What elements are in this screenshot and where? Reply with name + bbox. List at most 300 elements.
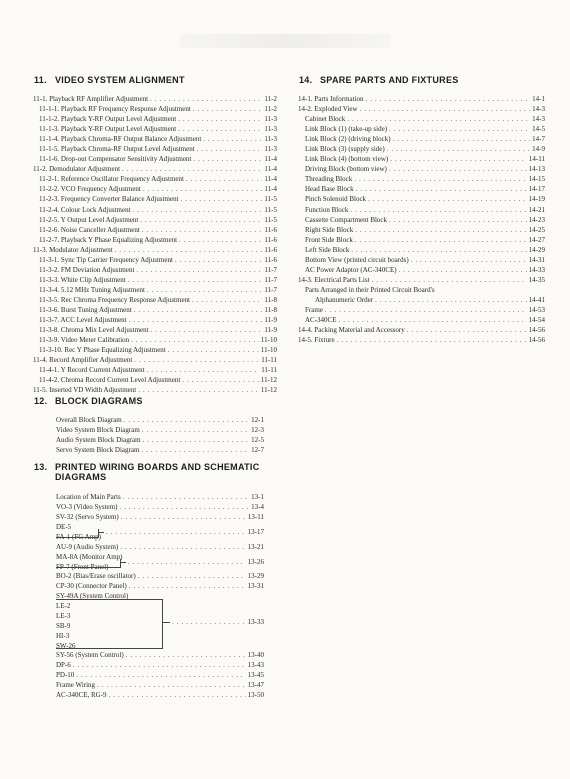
list-item (298, 215, 545, 225)
list-item (33, 194, 277, 204)
list-item (33, 235, 277, 245)
item-label: 11-3-8. Chroma Mix Level Adjustment (39, 326, 149, 335)
page-number: 14-11 (528, 155, 545, 164)
page-number: 13-45 (247, 671, 264, 680)
list-item (298, 295, 545, 305)
dot-leader (140, 215, 262, 225)
item-label: Video System Block Diagram (56, 426, 140, 435)
list-item: FA-1 (FG Amp) (56, 533, 101, 542)
page-number: 14-56 (528, 336, 545, 345)
dot-leader (339, 315, 527, 325)
list-item (298, 315, 545, 325)
dot-leader (372, 275, 527, 285)
page-number: 14-33 (528, 265, 545, 274)
page-number: 11-7 (264, 285, 277, 294)
bracket-sy49a-tick (162, 622, 170, 623)
section-title: SPARE PARTS AND FIXTURES (320, 75, 459, 85)
page-number: 11-6 (264, 255, 277, 264)
page-number: 11-4 (264, 175, 277, 184)
list-item (56, 435, 264, 445)
page-number: 11-4 (264, 155, 277, 164)
item-label: 14-4. Packing Material and Accessory (298, 326, 405, 335)
item-label: Bottom View (printed circuit boards) (305, 255, 409, 264)
item-label: SV-32 (Servo System) (56, 513, 119, 522)
list-item (33, 335, 277, 345)
section-title-line1: PRINTED WIRING BOARDS AND SCHEMATIC (55, 462, 260, 472)
item-label: LE-2 (56, 602, 71, 611)
list-item (33, 305, 277, 315)
item-label: AC-340CE (305, 316, 337, 325)
item-label: Left Side Block (305, 245, 350, 254)
list-item (33, 265, 277, 275)
dot-leader (368, 194, 527, 204)
dot-leader (186, 174, 262, 184)
dot-leader (178, 124, 262, 134)
item-label: 11-5. Inserted VD Width Adjustment (33, 386, 137, 395)
item-label: 11-3-1. Sync Tip Carrier Frequency Adjustment (39, 255, 173, 264)
item-label: 11-1-6. Drop-out Compensator Sensitivity Adjustment (39, 155, 192, 164)
dot-leader (393, 134, 531, 144)
list-item (33, 114, 277, 124)
page-number: 14-7 (532, 135, 545, 144)
list-item (298, 325, 545, 335)
dot-leader (389, 124, 530, 134)
dot-leader (134, 305, 263, 315)
item-label: 11-2-6. Noise Canceller Adjustment (39, 225, 140, 234)
item-label: SB-9 (56, 622, 71, 631)
page-number: 11-3 (264, 115, 277, 124)
list-item (298, 265, 545, 275)
list-item (56, 571, 264, 581)
dot-leader (142, 225, 263, 235)
list-item (56, 581, 264, 591)
list-item (298, 335, 545, 345)
section-title: BLOCK DIAGRAMS (55, 396, 143, 406)
section-12-heading (34, 396, 143, 406)
list-item (33, 184, 277, 194)
list-item (298, 235, 545, 245)
dot-leader (360, 104, 531, 114)
dot-leader (354, 174, 526, 184)
list-item: AU-9 (Audio System) . . . 13-21 (56, 542, 264, 552)
item-label: Link Block (3) (supply side) (305, 145, 385, 154)
page-number: 13-29 (247, 572, 264, 580)
page-number: 11-9 (264, 316, 277, 325)
dot-leader (97, 680, 246, 690)
page-number: 11-8 (264, 295, 277, 304)
page-number: 14-21 (528, 205, 545, 214)
list-item (298, 94, 545, 104)
list-item (33, 134, 277, 144)
dot-leader (129, 581, 246, 591)
page-number: 11-4 (264, 185, 277, 194)
dot-leader (389, 215, 527, 225)
page-number: 11-3 (264, 135, 277, 144)
item-label: 11-1. Playback RF Amplifier Adjustment (33, 95, 149, 103)
page-number: 14-17 (528, 185, 545, 194)
list-item (33, 295, 277, 305)
dot-leader (193, 154, 262, 164)
page-number: 11-11 (261, 356, 277, 365)
dot-leader (389, 164, 527, 174)
item-label: 11-3-2. FM Deviation Adjustment (39, 265, 135, 274)
dot-leader (355, 225, 526, 235)
list-item (33, 164, 277, 174)
page-number: 14-31 (528, 255, 545, 264)
page-number: 11-7 (264, 275, 277, 284)
list-item (56, 670, 264, 680)
section-12-list (56, 415, 264, 455)
item-label: 11-2-2. VCO Frequency Adjustment (39, 185, 141, 194)
dot-leader (119, 502, 249, 512)
section-11-list (33, 94, 277, 395)
list-item (298, 245, 545, 255)
dot-leader (143, 435, 250, 445)
item-label: 11-1-5. Playback Chroma-RF Output Level Adjustment (39, 145, 195, 154)
page-number: 14-35 (528, 275, 545, 284)
list-item (33, 154, 277, 164)
page-number: 11-2 (264, 105, 277, 114)
section-14-heading (299, 75, 459, 85)
page-number: 11-3 (264, 125, 277, 134)
page-number: 11-6 (264, 225, 277, 234)
item-label: 14-2. Exploded View (298, 105, 358, 114)
show-through-heading (180, 34, 390, 48)
item-label: Right Side Block (305, 225, 354, 234)
page-number: 11-12 (260, 376, 277, 385)
item-label: SY-49A (System Control) (56, 592, 129, 600)
dot-leader (124, 415, 249, 425)
page-number: 12-7 (251, 446, 264, 455)
list-item: . . . 13-33 (170, 617, 264, 627)
dot-leader (366, 94, 531, 104)
section-number: 11. (34, 75, 47, 85)
page-number: 13-43 (247, 661, 264, 670)
dot-leader (123, 492, 249, 502)
item-label: Head Base Block (305, 185, 354, 194)
item-label: Cassette Compartment Block (305, 215, 388, 224)
list-item (298, 194, 545, 204)
page-number: 11-5 (264, 195, 277, 204)
item-label: BO-2 (Bias/Erase oscillator) (56, 572, 136, 580)
list-item (33, 255, 277, 265)
list-item (298, 184, 545, 194)
section-14-list (298, 94, 545, 345)
list-item: . . . 13-17 (104, 527, 264, 537)
page-number: 11-3 (264, 145, 277, 154)
list-item (56, 445, 264, 455)
page-number: 14-3 (532, 115, 545, 124)
dot-leader (181, 194, 263, 204)
dot-leader (136, 265, 262, 275)
dot-leader (355, 235, 527, 245)
dot-leader (337, 335, 527, 345)
list-item (298, 225, 545, 235)
list-item (298, 164, 545, 174)
dot-leader (121, 512, 246, 522)
bracket-de5 (56, 529, 99, 538)
dot-leader (141, 445, 249, 455)
dot-leader (390, 154, 527, 164)
item-label: 11-1-2. Playback Y-RF Output Level Adjustment (39, 115, 177, 124)
page-number: 13-40 (247, 651, 264, 659)
item-label: 11-2. Demodulator Adjustment (33, 165, 121, 174)
bracket-sy49a (56, 599, 163, 649)
item-label: Link Block (4) (bottom view) (305, 155, 389, 164)
dot-leader (150, 94, 262, 104)
section-13-list (56, 492, 264, 522)
page-number: 11-9 (264, 326, 277, 335)
item-label: Link Block (1) (take-up side) (305, 125, 388, 134)
page-number: 11-11 (261, 366, 277, 375)
page-number: 14-13 (528, 165, 545, 174)
list-item (298, 255, 545, 265)
dot-leader (347, 114, 530, 124)
list-item (56, 650, 264, 660)
item-label: 11-3-10. Rec Y Phase Equalizing Adjustment (39, 346, 166, 355)
dot-leader (147, 365, 260, 375)
item-label: 11-4. Record Amplifier Adjustment (33, 356, 133, 365)
dot-leader (178, 114, 262, 124)
list-item (298, 144, 545, 154)
dot-leader (151, 325, 263, 335)
list-item (33, 245, 277, 255)
page-number: 14-23 (528, 215, 545, 224)
list-item: MA-8A (Monitor Amp) (56, 553, 123, 561)
dot-leader (407, 325, 527, 335)
list-item (33, 325, 277, 335)
dot-leader (76, 670, 245, 680)
page-number: 11-7 (264, 265, 277, 274)
item-label: SY-56 (System Control) (56, 651, 124, 659)
item-label: Alphanumeric Order (315, 295, 374, 304)
list-item (298, 104, 545, 114)
dot-leader (192, 295, 262, 305)
item-label: 11-3-3. White Clip Adjustment (39, 275, 126, 284)
page-number: 11-5 (264, 215, 277, 224)
list-item (56, 492, 264, 502)
page-number: 11-5 (264, 205, 277, 214)
dot-leader (147, 285, 263, 295)
dot-leader (193, 104, 263, 114)
item-label: Parts Arranged in their Printed Circuit Board's (305, 285, 435, 294)
dot-leader (122, 164, 262, 174)
item-label: 11-2-1. Reference Oscillator Frequency Adjustment (39, 175, 184, 184)
dot-leader (197, 144, 263, 154)
list-item (298, 305, 545, 315)
page-number: 11-2 (264, 95, 277, 103)
item-label: Frame (305, 305, 323, 314)
item-label: Frame Wiring (56, 681, 96, 690)
page-number: 11-6 (264, 235, 277, 244)
list-item (298, 174, 545, 184)
item-label: Servo System Block Diagram (56, 446, 140, 455)
item-label: Threading Block (305, 175, 353, 184)
item-label: 11-3-6. Burst Tuning Adjustment (39, 305, 132, 314)
list-item: . . . 13-26 (126, 557, 264, 567)
page-number: 14-54 (528, 316, 545, 325)
item-label: VO-3 (Video System) (56, 503, 118, 512)
dot-leader (351, 245, 526, 255)
list-item (56, 690, 264, 700)
item-label: AC Power Adaptor (AC-340CE) (305, 265, 397, 274)
item-label: DP-6 (56, 661, 71, 670)
list-item (33, 124, 277, 134)
page-number: 12-1 (251, 416, 264, 424)
section-11-heading (34, 75, 185, 85)
list-item (33, 174, 277, 184)
item-label: 11-4-1. Y Record Current Adjustment (39, 366, 145, 375)
item-label: 11-3. Modulator Adjustment (33, 245, 113, 254)
list-item (33, 205, 277, 215)
bracket-ma8a (56, 559, 121, 568)
item-label: AC-340CE, RG-9 (56, 691, 107, 700)
list-item (298, 124, 545, 134)
item-label: Audio System Block Diagram (56, 436, 141, 445)
dot-leader (73, 660, 246, 670)
dot-leader (143, 184, 263, 194)
dot-leader (138, 571, 246, 581)
item-label: 14-5. Fixture (298, 336, 335, 345)
list-item (56, 425, 264, 435)
page-number: 12-3 (251, 426, 264, 435)
page-number: 11-4 (264, 165, 277, 174)
dot-leader (203, 134, 262, 144)
item-label: Pinch Solenoid Block (305, 195, 367, 204)
page-number: 11-8 (264, 305, 277, 314)
list-item (298, 114, 545, 124)
list-item (33, 275, 277, 285)
item-label: 11-3-7. ACC Level Adjustment (39, 316, 127, 325)
list-item (56, 660, 264, 670)
list-item: DE-5 (56, 523, 72, 531)
page-number: 14-27 (528, 235, 545, 244)
page-number: 14-1 (532, 95, 545, 103)
item-label: 11-2-3. Frequency Converter Balance Adjustment (39, 195, 179, 204)
dot-leader (134, 355, 259, 365)
item-label: 11-1-4. Playback Chroma-RF Output Balance Adjustment (39, 135, 202, 144)
list-item (56, 680, 264, 690)
item-label: CP-30 (Connector Panel) (56, 582, 127, 591)
page-number: 11-10 (260, 346, 277, 355)
list-item (33, 355, 277, 365)
dot-leader (350, 205, 526, 215)
page-number: 13-4 (251, 503, 264, 512)
item-label: 11-3-5. Rec Chroma Frequency Response Adjustment (39, 295, 190, 304)
item-label: 14-1. Parts Information (298, 95, 364, 103)
item-label: LE-3 (56, 612, 71, 621)
item-label: SW-26 (56, 642, 76, 651)
list-item (33, 345, 277, 355)
dot-leader (115, 245, 263, 255)
list-item (33, 94, 277, 104)
list-item (33, 225, 277, 235)
list-item (298, 134, 545, 144)
list-item (33, 104, 277, 114)
page-number: 14-53 (528, 305, 545, 314)
item-label: Function Block (305, 205, 349, 214)
dot-leader (126, 650, 246, 660)
dot-leader (411, 255, 527, 265)
list-item (298, 275, 545, 285)
section-title-line2: DIAGRAMS (55, 472, 107, 482)
dot-leader (131, 335, 259, 345)
dot-leader (138, 385, 259, 395)
item-label: 11-2-7. Playback Y Phase Equalizing Adjustment (39, 235, 178, 244)
item-label: 11-1-3. Playback Y-RF Output Level Adjustment (39, 125, 177, 134)
list-item (33, 215, 277, 225)
page-number: 11-12 (260, 386, 277, 395)
list-item (33, 144, 277, 154)
dot-leader (142, 425, 249, 435)
dot-leader (168, 345, 259, 355)
item-label: Driving Block (bottom view) (305, 165, 387, 174)
list-item (56, 502, 264, 512)
item-label: 11-3-9. Video Meter Calibration (39, 336, 130, 345)
item-label: PD-10 (56, 671, 75, 680)
dot-leader (129, 315, 263, 325)
page-number: 13-50 (247, 691, 264, 700)
section-13-heading (34, 462, 260, 482)
list-item (33, 365, 277, 375)
section-title: VIDEO SYSTEM ALIGNMENT (55, 75, 185, 85)
page-number: 13-1 (251, 493, 264, 501)
dot-leader (399, 265, 527, 275)
item-label: 14-3. Electrical Parts List (298, 275, 370, 284)
item-label: Link Block (2) (driving block) (305, 135, 391, 144)
page-number: 13-31 (247, 582, 264, 591)
dot-leader (356, 184, 527, 194)
page-number: 14-3 (532, 105, 545, 114)
item-label: Front Side Block (305, 235, 353, 244)
item-label: 11-2-4. Colour Lock Adjustment (39, 205, 131, 214)
page-number: 14-15 (528, 175, 545, 184)
item-label: Location of Main Parts (56, 493, 121, 501)
dot-leader (133, 205, 263, 215)
page-number: 11-10 (260, 336, 277, 345)
page-number: 12-5 (251, 436, 264, 445)
list-item (56, 512, 264, 522)
item-label: Overall Block Diagram (56, 416, 122, 424)
page-number: 14-5 (532, 125, 545, 134)
dot-leader (182, 375, 259, 385)
page-number: 14-41 (528, 295, 545, 304)
section-number: 14. (299, 75, 313, 85)
list-item (33, 375, 277, 385)
page-number: 14-25 (528, 225, 545, 234)
section-number: 13. (34, 462, 48, 472)
page-number: 14-56 (528, 326, 545, 335)
list-item: FP-7 (Front Panel) (56, 563, 109, 572)
list-item (33, 385, 277, 395)
item-label: 11-1-1. Playback RF Frequency Response Adjustment (39, 105, 191, 114)
dot-leader (375, 295, 527, 305)
list-item (33, 285, 277, 295)
item-label: Cabinet Block (305, 115, 346, 124)
page-number: 13-47 (247, 681, 264, 690)
dot-leader (387, 144, 530, 154)
section-number: 12. (34, 396, 48, 406)
list-item (298, 205, 545, 215)
dot-leader (179, 235, 262, 245)
page-number: 14-19 (528, 195, 545, 204)
page-number: 11-6 (264, 245, 277, 254)
page-number: 14-29 (528, 245, 545, 254)
dot-leader (325, 305, 527, 315)
page-number: 13-11 (247, 513, 264, 522)
list-item (298, 154, 545, 164)
item-label: 11-3-4. 5.12 MHz Tuning Adjustment (39, 285, 145, 294)
